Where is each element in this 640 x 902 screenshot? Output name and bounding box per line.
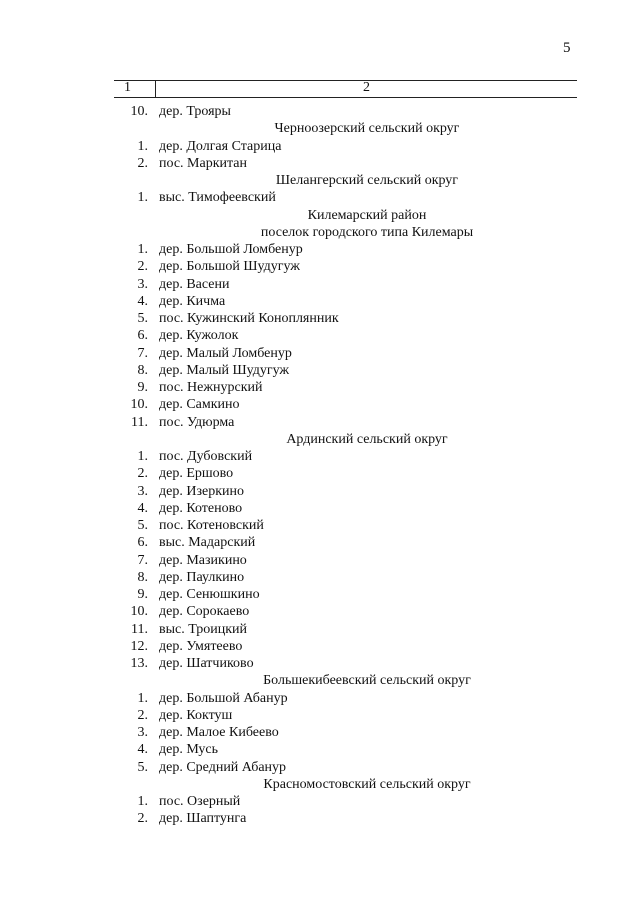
- settlement-name: дер. Кичма: [159, 293, 226, 309]
- column-header-2: 2: [363, 80, 370, 95]
- page-number: 5: [563, 40, 571, 56]
- settlement-name: дер. Котеново: [159, 500, 243, 516]
- list-item: [0, 707, 640, 724]
- settlement-name: дер. Изеркино: [159, 483, 244, 499]
- item-number: 6.: [137, 328, 148, 344]
- item-number: 3.: [137, 725, 148, 740]
- list-item: [0, 138, 640, 155]
- item-number: 1.: [137, 242, 148, 257]
- settlement-name: пос. Кужинский Коноплянник: [159, 311, 339, 326]
- item-number: 10.: [130, 104, 148, 119]
- settlement-name: дер. Шатчиково: [159, 656, 254, 671]
- settlement-name: дер. Долгая Старица: [159, 138, 282, 154]
- item-number: 2.: [137, 707, 148, 723]
- list-item: [0, 483, 640, 500]
- item-number: 10.: [130, 604, 148, 620]
- settlement-name: дер. Большой Абанур: [159, 690, 288, 706]
- item-number: 4.: [137, 742, 148, 758]
- list-item: [0, 345, 640, 362]
- settlement-name: дер. Мусь: [159, 742, 219, 758]
- list-item: [0, 448, 640, 465]
- column-divider: [155, 81, 156, 97]
- list-item: [0, 569, 640, 586]
- item-number: 1.: [137, 690, 148, 706]
- list-item: [0, 552, 640, 569]
- list-item: [0, 638, 640, 655]
- section-heading: Шелангерский сельский округ: [275, 173, 459, 188]
- item-number: 1.: [137, 794, 148, 809]
- list-item: [0, 362, 640, 379]
- section-heading: Килемарский район: [307, 207, 427, 223]
- item-number: 5.: [137, 311, 148, 326]
- list-item: [0, 586, 640, 603]
- item-number: 7.: [137, 552, 148, 568]
- item-number: 12.: [130, 638, 148, 654]
- item-number: 8.: [137, 362, 148, 378]
- list-item: [0, 276, 640, 293]
- settlement-list: [0, 103, 640, 828]
- settlement-name: выс. Троицкий: [159, 621, 248, 637]
- settlement-name: дер. Коктуш: [159, 707, 233, 723]
- list-item: [0, 241, 640, 258]
- section-heading: Черноозерский сельский округ: [274, 121, 460, 137]
- table-header: [114, 80, 577, 98]
- settlement-name: пос. Маркитан: [159, 155, 248, 171]
- list-item: [0, 103, 640, 120]
- item-number: 2.: [137, 811, 148, 827]
- item-number: 13.: [130, 656, 148, 671]
- section-heading: Красномостовский сельский округ: [263, 776, 471, 792]
- settlement-name: дер. Шаптунга: [159, 811, 247, 827]
- list-item: [0, 793, 640, 810]
- item-number: 1.: [137, 449, 148, 464]
- item-number: 11.: [131, 414, 148, 430]
- list-item: [0, 327, 640, 344]
- list-item: [0, 414, 640, 431]
- section-heading: поселок городского типа Килемары: [260, 224, 474, 240]
- item-number: 1.: [137, 190, 148, 206]
- settlement-name: дер. Паулкино: [159, 569, 245, 585]
- settlement-name: пос. Дубовский: [159, 449, 253, 464]
- item-number: 9.: [137, 587, 148, 602]
- list-item: [0, 655, 640, 672]
- settlement-name: дер. Кужолок: [159, 328, 239, 344]
- list-item: [0, 741, 640, 758]
- list-item: [0, 258, 640, 275]
- list-item: [0, 517, 640, 534]
- item-number: 2.: [137, 259, 148, 275]
- item-number: 3.: [137, 483, 148, 499]
- settlement-name: выс. Тимофеевский: [159, 190, 276, 206]
- section-heading: Большекибеевский сельский округ: [263, 673, 471, 689]
- item-number: 5.: [137, 759, 148, 775]
- item-number: 11.: [131, 621, 148, 637]
- settlement-name: пос. Котеновский: [159, 518, 264, 533]
- item-number: 2.: [137, 155, 148, 171]
- item-number: 6.: [137, 535, 148, 551]
- list-item: [0, 534, 640, 551]
- settlement-name: дер. Большой Ломбенур: [159, 242, 303, 257]
- settlement-name: дер. Большой Шудугуж: [159, 259, 300, 275]
- settlement-name: дер. Васени: [159, 276, 230, 292]
- list-item: [0, 396, 640, 413]
- settlement-name: дер. Малый Шудугуж: [159, 362, 290, 378]
- item-number: 5.: [137, 518, 148, 533]
- item-number: 7.: [137, 345, 148, 361]
- list-item: [0, 759, 640, 776]
- item-number: 3.: [137, 276, 148, 292]
- column-header-1: 1: [124, 80, 131, 95]
- list-item: [0, 465, 640, 482]
- item-number: 8.: [137, 569, 148, 585]
- list-item: [0, 189, 640, 206]
- list-item: [0, 690, 640, 707]
- list-item: [0, 500, 640, 517]
- settlement-name: пос. Удюрма: [159, 414, 235, 430]
- item-number: 2.: [137, 466, 148, 482]
- settlement-name: дер. Сорокаево: [159, 604, 250, 620]
- settlement-name: дер. Малое Кибеево: [159, 725, 279, 740]
- settlement-name: пос. Нежнурский: [159, 380, 263, 395]
- item-number: 10.: [130, 397, 148, 413]
- settlement-name: дер. Сенюшкино: [159, 587, 260, 602]
- list-item: [0, 155, 640, 172]
- list-item: [0, 603, 640, 620]
- list-item: [0, 621, 640, 638]
- settlement-name: дер. Малый Ломбенур: [159, 345, 292, 361]
- settlement-name: дер. Ершово: [159, 466, 234, 482]
- settlement-name: дер. Умятеево: [159, 638, 243, 654]
- list-item: [0, 724, 640, 741]
- item-number: 4.: [137, 500, 148, 516]
- item-number: 9.: [137, 380, 148, 395]
- settlement-name: дер. Средний Абанур: [159, 759, 287, 775]
- list-item: [0, 293, 640, 310]
- settlement-name: пос. Озерный: [159, 794, 241, 809]
- settlement-name: дер. Самкино: [159, 397, 240, 413]
- section-heading: Ардинский сельский округ: [286, 431, 448, 447]
- settlement-name: дер. Трояры: [159, 104, 231, 119]
- list-item: [0, 810, 640, 827]
- list-item: [0, 310, 640, 327]
- list-item: [0, 379, 640, 396]
- item-number: 1.: [137, 138, 148, 154]
- settlement-name: выс. Мадарский: [159, 535, 256, 551]
- item-number: 4.: [137, 293, 148, 309]
- settlement-name: дер. Мазикино: [159, 552, 247, 568]
